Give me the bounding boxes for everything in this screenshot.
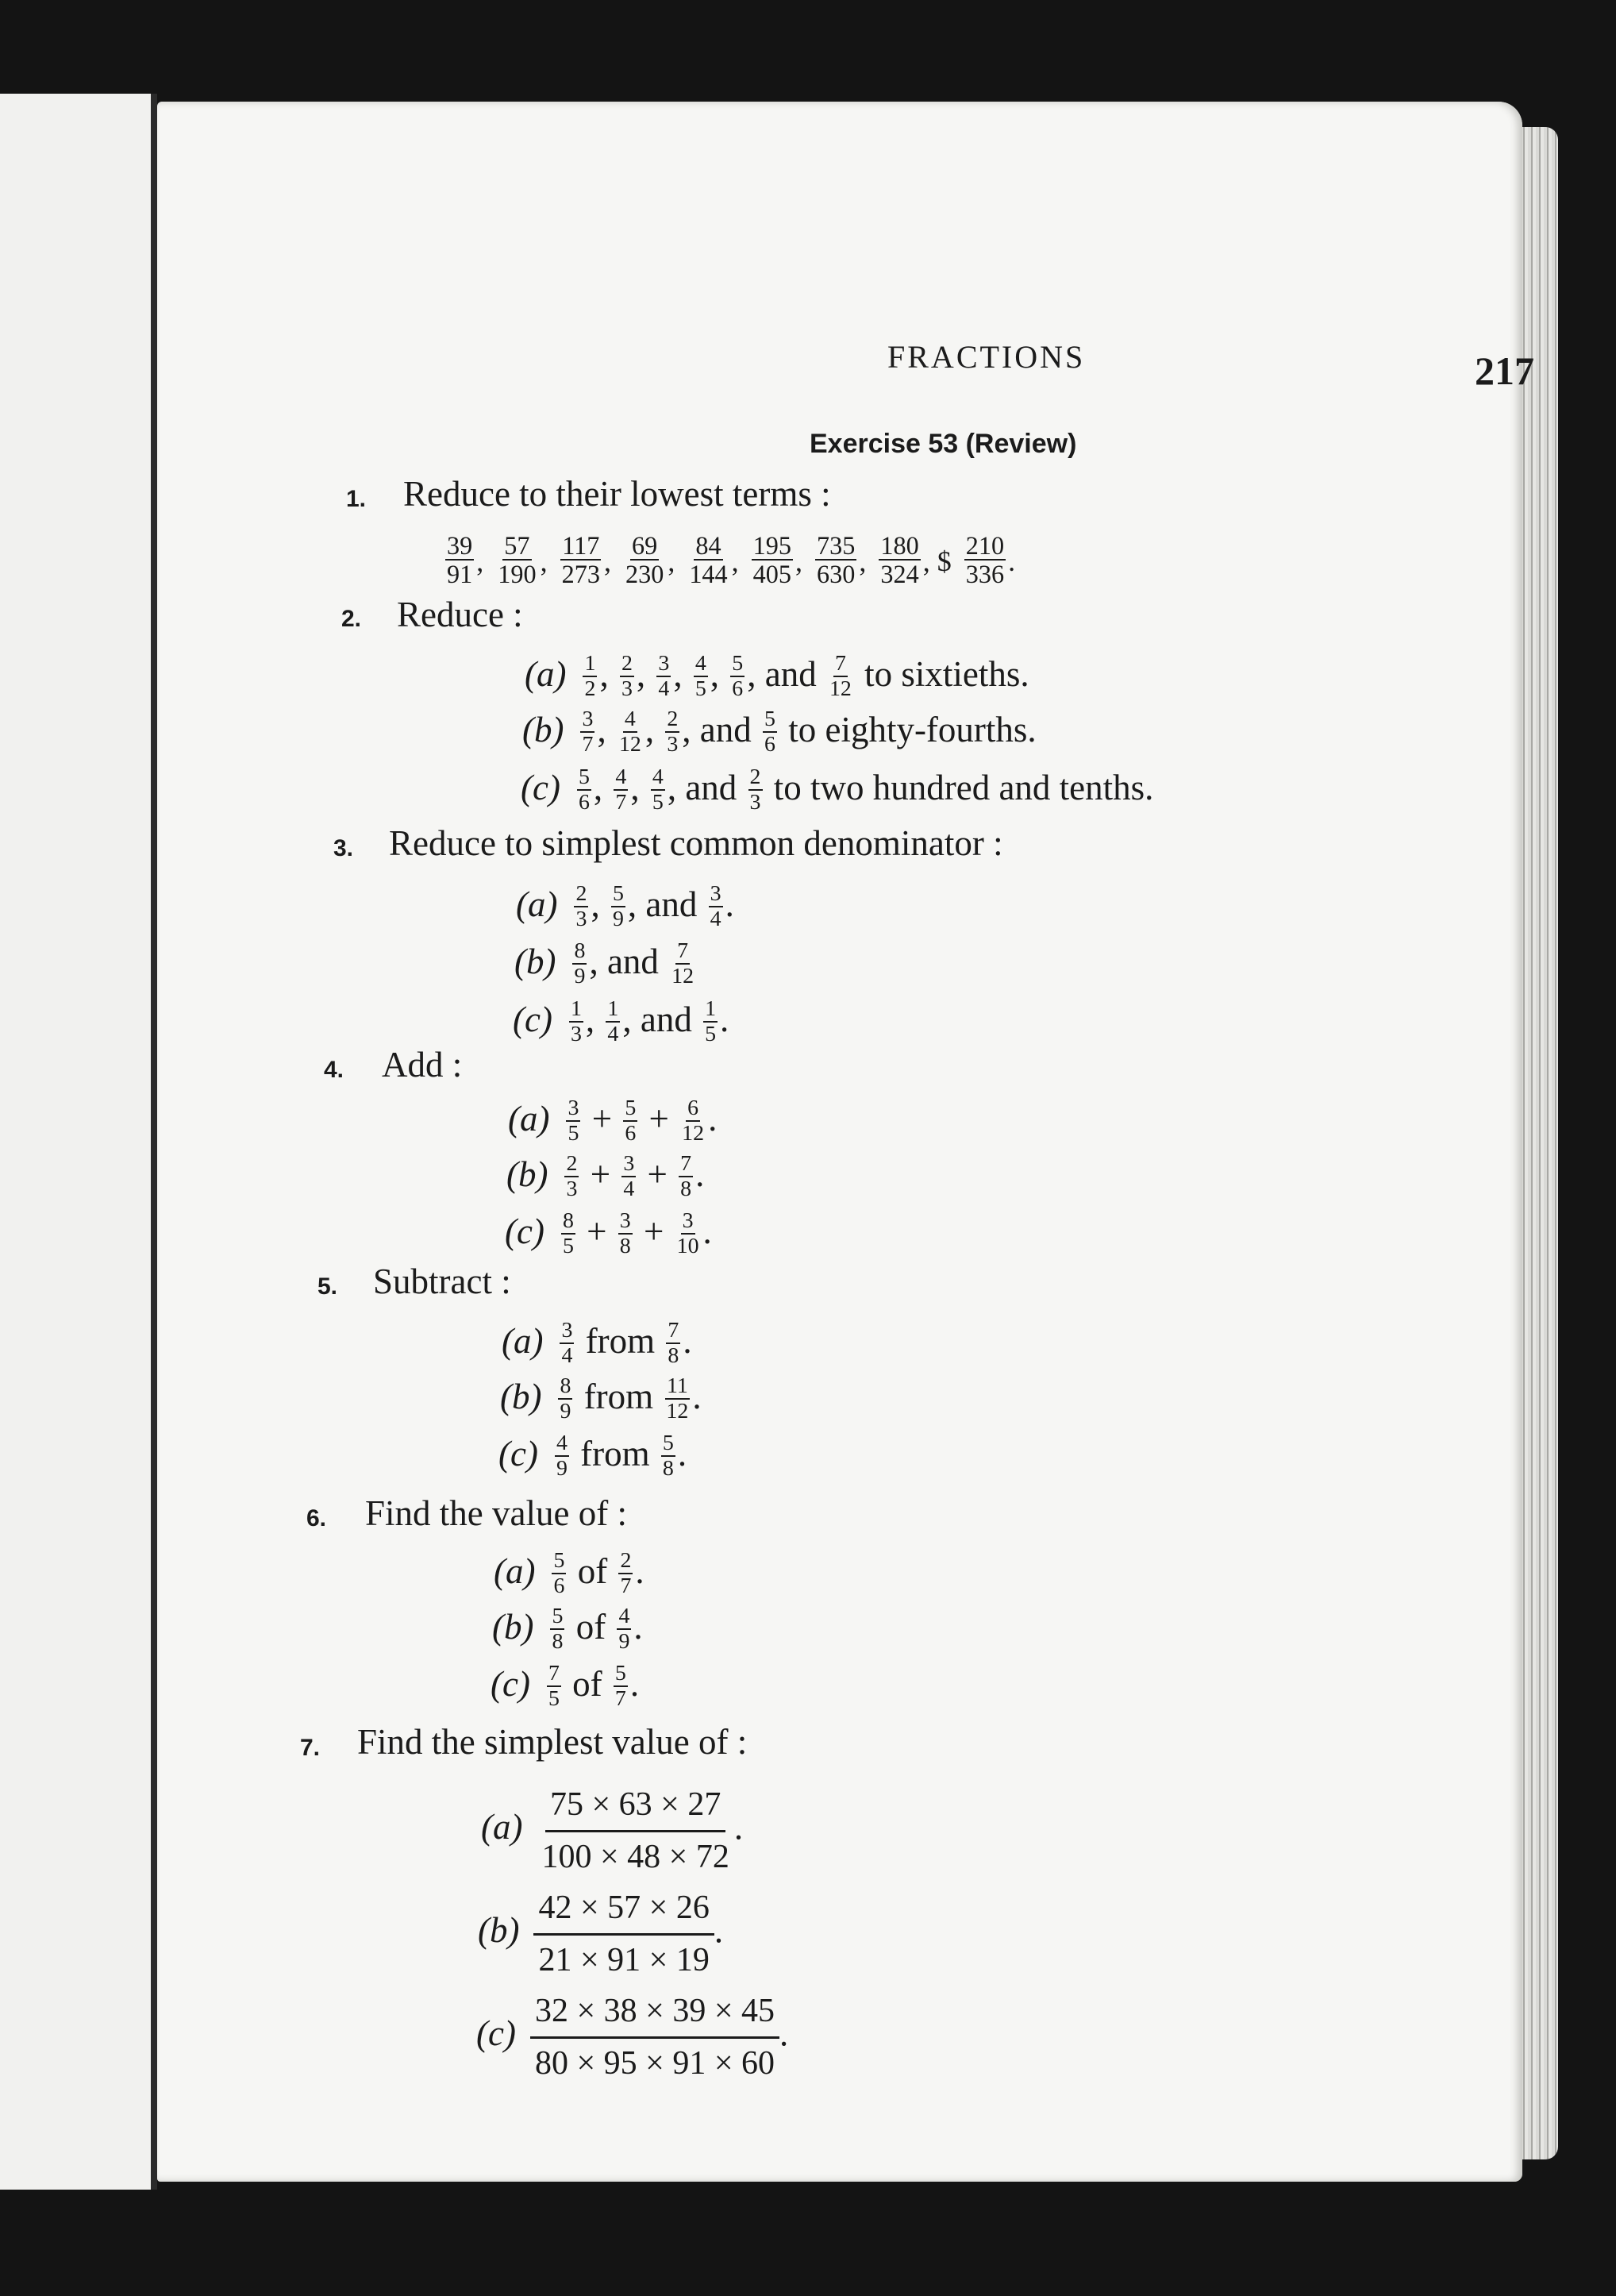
book-gutter: [151, 94, 157, 2190]
page-number: 217: [1475, 349, 1534, 393]
question-3-text: Reduce to simplest common denominator :: [389, 823, 1003, 863]
question-7c: (c) $\frac{32 \times 38 \times 39 \times 45}{80 \times 95 \times 91 \times 60}$ .: [476, 1990, 788, 2085]
question-3a: (a) $\frac{2}{3}$ , $\frac{5}{9}$ , and $\frac{3}{4}$ .: [516, 880, 734, 931]
question-2-number: 2.: [341, 606, 362, 632]
fraction: $\frac{69}{230}$ ,: [625, 531, 675, 589]
fraction: $\frac{735}{630}$ ,: [817, 531, 867, 589]
question-3b: (b) $\frac{8}{9}$ , and $\frac{7}{12}$: [514, 938, 694, 988]
fraction: $\frac{39}{91}$ ,: [447, 531, 484, 589]
book-page: [157, 102, 1534, 2182]
fraction: $\frac{180}{324}$ , $: [880, 531, 952, 589]
question-6b: (b) $\frac{5}{8}$ of $\frac{4}{9}$ .: [492, 1603, 643, 1654]
question-1-text: Reduce to their lowest terms :: [403, 474, 831, 514]
facing-page: [0, 94, 156, 2190]
fraction: $\frac{117}{273}$ ,: [561, 531, 611, 589]
exercise-title: Exercise 53 (Review): [810, 429, 1077, 459]
question-7-text: Find the simplest value of :: [357, 1722, 748, 1762]
question-1-number: 1.: [346, 486, 367, 512]
question-4-number: 4.: [324, 1057, 344, 1083]
question-4-text: Add :: [382, 1045, 463, 1084]
question-7-number: 7.: [300, 1735, 321, 1761]
question-7b: (b) $\frac{42 \times 57 \times 26}{21 \times 91 \times 19}$ .: [478, 1886, 723, 1982]
question-5b: (b) $\frac{8}{9}$ from $\frac{11}{12}$ .: [500, 1373, 702, 1423]
question-2b: (b) $\frac{3}{7}$ , $\frac{4}{12}$ , $\frac{2}{3}$ , and $\frac{5}{6}$ to eighty-fourths.: [522, 706, 1037, 757]
fraction: $\frac{84}{144}$ ,: [689, 531, 739, 589]
fraction: $\frac{57}{190}$ ,: [498, 531, 548, 589]
question-3c: (c) $\frac{1}{3}$ , $\frac{1}{4}$ , and $\frac{1}{5}$ .: [513, 996, 729, 1046]
question-4b: (b) $\frac{2}{3}$ + $\frac{3}{4}$ + $\frac{7}{8}$ .: [506, 1150, 705, 1201]
fraction: $\frac{210}{336}$ .: [965, 531, 1016, 589]
question-5-text: Subtract :: [373, 1262, 511, 1301]
question-5c: (c) $\frac{4}{9}$ from $\frac{5}{8}$ .: [498, 1430, 687, 1481]
question-6a: (a) $\frac{5}{6}$ of $\frac{2}{7}$ .: [494, 1547, 644, 1598]
question-6-number: 6.: [306, 1505, 327, 1531]
question-2-text: Reduce :: [397, 595, 523, 634]
question-6-text: Find the value of :: [365, 1493, 627, 1533]
question-4a: (a) $\frac{3}{5}$ + $\frac{5}{6}$ + $\frac{6}{12}$ .: [508, 1095, 718, 1146]
question-5-number: 5.: [317, 1273, 338, 1300]
fraction: $\frac{195}{405}$ ,: [752, 531, 803, 589]
question-4c: (c) $\frac{8}{5}$ + $\frac{3}{8}$ + $\frac{3}{10}$ .: [505, 1208, 712, 1258]
question-3-number: 3.: [333, 835, 354, 861]
question-7a: (a) $\frac{75 \times 63 \times 27}{100 \times 48 \times 72}$ .: [481, 1783, 743, 1878]
question-2c: (c) $\frac{5}{6}$ , $\frac{4}{7}$ , $\frac{4}{5}$ , and $\frac{2}{3}$ to two hundred and tenths.: [521, 764, 1154, 815]
question-1-fractions: [443, 531, 1016, 589]
question-5a: (a) $\frac{3}{4}$ from $\frac{7}{8}$ .: [502, 1317, 692, 1368]
running-head: FRACTIONS: [887, 339, 1086, 375]
question-2a: (a) $\frac{1}{2}$ , $\frac{2}{3}$ , $\frac{3}{4}$ , $\frac{4}{5}$ , $\frac{5}{6}$ , and $\frac{7}{12}$ to sixtieths.: [525, 650, 1029, 701]
question-6c: (c) $\frac{7}{5}$ of $\frac{5}{7}$ .: [491, 1660, 640, 1711]
